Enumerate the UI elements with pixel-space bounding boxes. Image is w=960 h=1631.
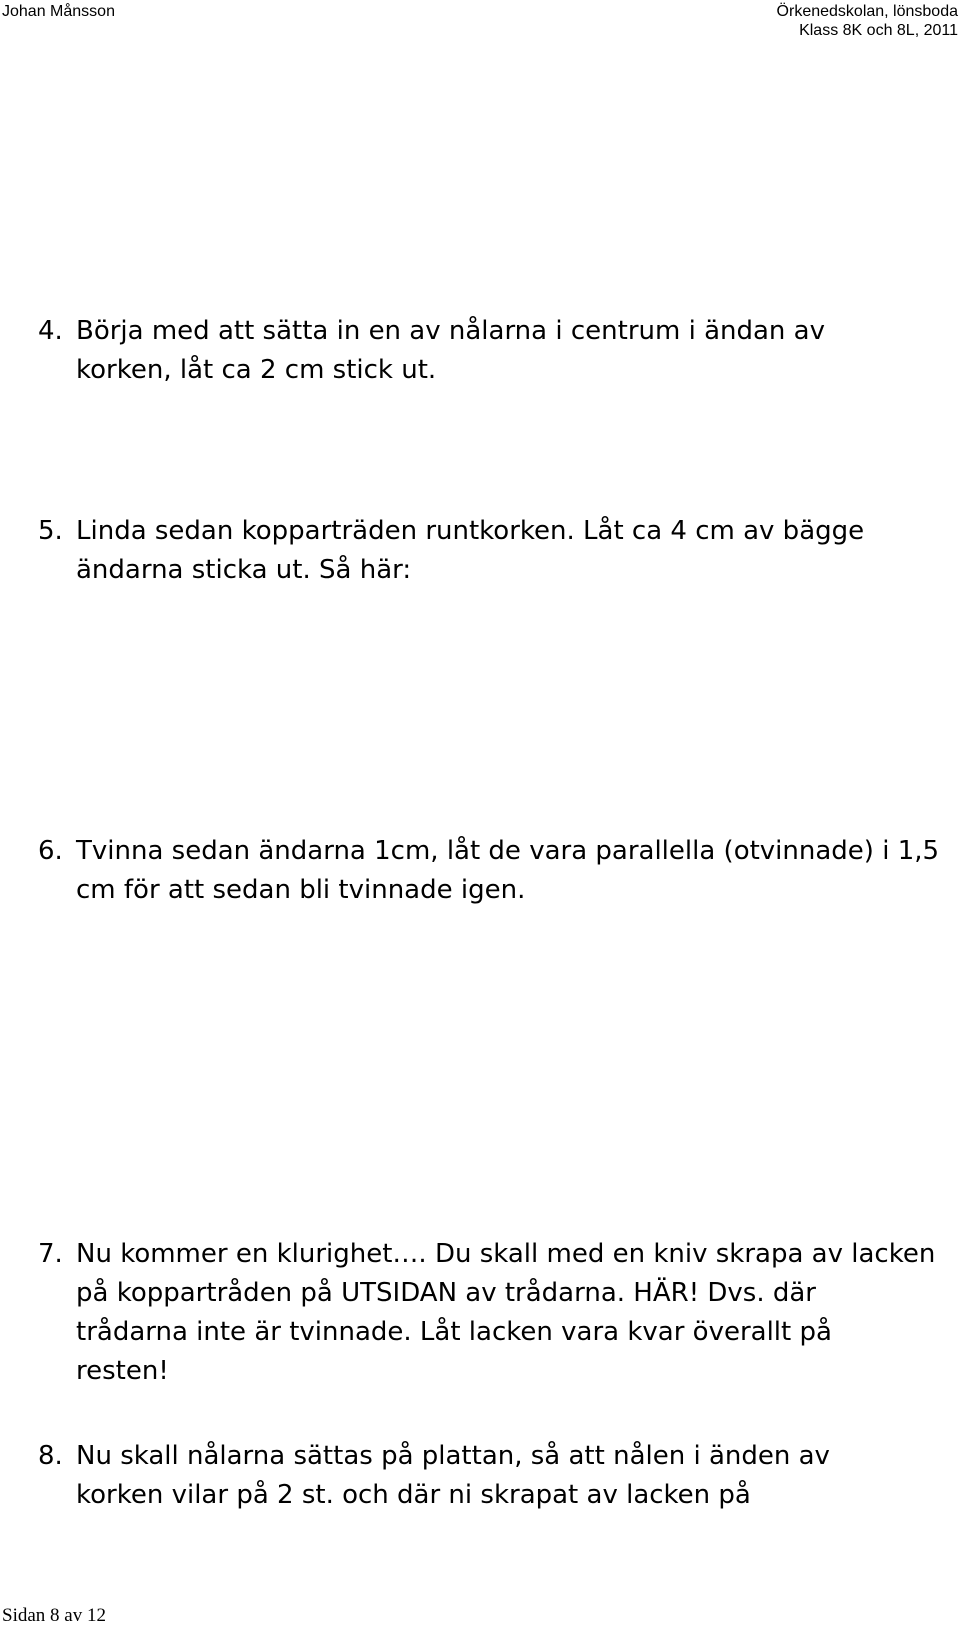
step-text-line: Börja med att sätta in en av nålarna i centrum i ändan av bbox=[76, 316, 825, 346]
step-text-line: korken vilar på 2 st. och där ni skrapat av lacken på bbox=[76, 1480, 751, 1510]
step-text-line: ändarna sticka ut. Så här: bbox=[76, 555, 412, 585]
header-class: Klass 8K och 8L, 2011 bbox=[799, 22, 958, 39]
step-number: 4. bbox=[38, 316, 63, 346]
header-school: Örkenedskolan, lönsboda bbox=[776, 3, 958, 20]
step-number: 5. bbox=[38, 516, 63, 546]
step-text-line: Nu kommer en klurighet…. Du skall med en kniv skrapa av lacken bbox=[76, 1239, 936, 1269]
step-text-line: Linda sedan kopparträden runtkorken. Låt ca 4 cm av bägge bbox=[76, 516, 865, 546]
header-author: Johan Månsson bbox=[2, 3, 115, 20]
step-text-line: på koppartråden på UTSIDAN av trådarna. HÄR! Dvs. där bbox=[76, 1278, 816, 1308]
step-4 bbox=[38, 312, 958, 390]
step-number: 8. bbox=[38, 1441, 63, 1471]
step-6 bbox=[38, 832, 958, 910]
step-text-line: resten! bbox=[76, 1356, 169, 1386]
step-8 bbox=[38, 1437, 958, 1515]
step-number: 7. bbox=[38, 1239, 63, 1269]
step-text-line: trådarna inte är tvinnade. Låt lacken vara kvar överallt på bbox=[76, 1317, 832, 1347]
step-7 bbox=[38, 1235, 958, 1391]
step-text-line: korken, låt ca 2 cm stick ut. bbox=[76, 355, 437, 385]
step-text-line: Tvinna sedan ändarna 1cm, låt de vara parallella (otvinnade) i 1,5 bbox=[76, 836, 940, 866]
step-text-line: Nu skall nålarna sättas på plattan, så att nålen i änden av bbox=[76, 1441, 830, 1471]
header-school-block bbox=[777, 2, 958, 40]
page-number: Sidan 8 av 12 bbox=[2, 1605, 106, 1626]
step-number: 6. bbox=[38, 836, 63, 866]
step-5 bbox=[38, 512, 958, 590]
step-text-line: cm för att sedan bli tvinnade igen. bbox=[76, 875, 526, 905]
